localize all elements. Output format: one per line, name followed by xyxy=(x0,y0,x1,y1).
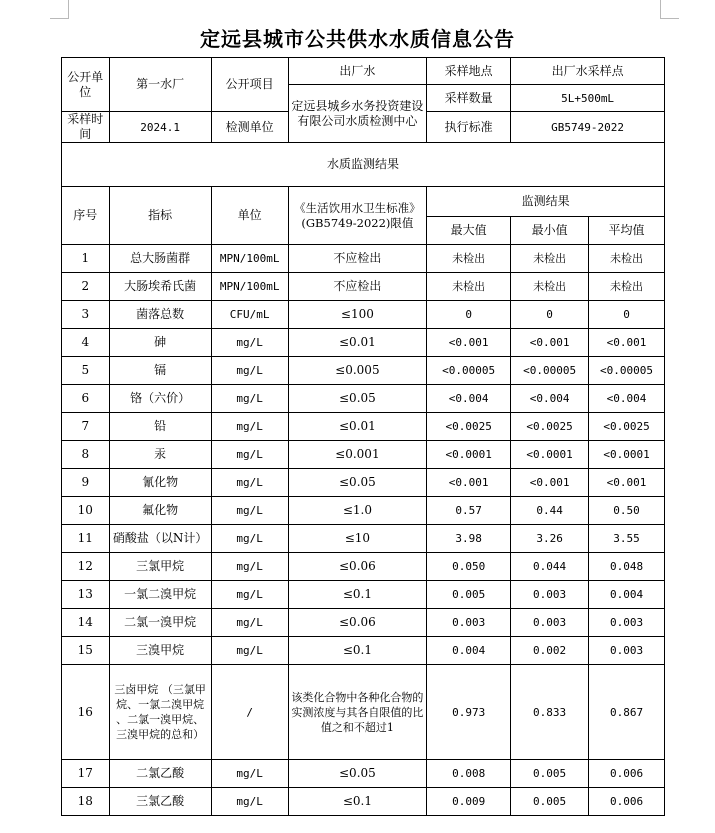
cell-min: 0.003 xyxy=(511,609,589,637)
cell-unit: mg/L xyxy=(211,525,288,553)
section-row xyxy=(62,143,665,187)
table-row xyxy=(62,665,665,760)
cell-avg: 0.867 xyxy=(589,665,665,760)
cell-unit: mg/L xyxy=(211,469,288,497)
table-row xyxy=(62,553,665,581)
cell-indicator: 一氯二溴甲烷 xyxy=(109,581,211,609)
test-unit-value: 定远县城乡水务投资建设有限公司水质检测中心 xyxy=(288,85,427,143)
cell-indicator: 氟化物 xyxy=(109,497,211,525)
sample-qty-value: 5L+500mL xyxy=(511,85,665,112)
table-row xyxy=(62,413,665,441)
cell-limit: ≤0.1 xyxy=(288,581,427,609)
cell-min: <0.001 xyxy=(511,469,589,497)
cell-max: 0 xyxy=(427,301,511,329)
cell-min: 0.003 xyxy=(511,581,589,609)
table-row xyxy=(62,760,665,788)
table-row xyxy=(62,245,665,273)
cell-unit: mg/L xyxy=(211,413,288,441)
cell-min: 0.833 xyxy=(511,665,589,760)
header-row xyxy=(62,58,665,85)
page-corner-mark xyxy=(660,0,679,19)
cell-min: <0.0025 xyxy=(511,413,589,441)
cell-no: 11 xyxy=(62,525,110,553)
cell-min: 0.005 xyxy=(511,788,589,816)
cell-avg: <0.0001 xyxy=(589,441,665,469)
column-header-row xyxy=(62,187,665,217)
cell-limit: 不应检出 xyxy=(288,273,427,301)
cell-indicator: 三溴甲烷 xyxy=(109,637,211,665)
cell-max: 未检出 xyxy=(427,273,511,301)
cell-min: <0.001 xyxy=(511,329,589,357)
cell-min: 0.044 xyxy=(511,553,589,581)
cell-max: 0.008 xyxy=(427,760,511,788)
cell-limit: ≤0.1 xyxy=(288,637,427,665)
cell-limit: ≤0.05 xyxy=(288,385,427,413)
table-row xyxy=(62,273,665,301)
cell-min: 0.44 xyxy=(511,497,589,525)
disclose-item-label: 公开项目 xyxy=(211,58,288,112)
table-row xyxy=(62,788,665,816)
sample-time-value: 2024.1 xyxy=(109,112,211,143)
cell-avg: 0.006 xyxy=(589,760,665,788)
cell-avg: <0.0025 xyxy=(589,413,665,441)
col-limit: 《生活饮用水卫生标准》(GB5749-2022)限值 xyxy=(288,187,427,245)
cell-limit: ≤0.01 xyxy=(288,413,427,441)
cell-max: <0.0025 xyxy=(427,413,511,441)
cell-avg: 0 xyxy=(589,301,665,329)
cell-indicator: 二氯一溴甲烷 xyxy=(109,609,211,637)
cell-indicator: 砷 xyxy=(109,329,211,357)
cell-avg: 0.003 xyxy=(589,637,665,665)
col-unit: 单位 xyxy=(211,187,288,245)
sample-site-label: 采样地点 xyxy=(427,58,511,85)
cell-limit: ≤10 xyxy=(288,525,427,553)
cell-no: 15 xyxy=(62,637,110,665)
cell-no: 5 xyxy=(62,357,110,385)
cell-avg: 0.50 xyxy=(589,497,665,525)
cell-max: 0.003 xyxy=(427,609,511,637)
table-row xyxy=(62,385,665,413)
cell-limit: ≤0.1 xyxy=(288,788,427,816)
col-no: 序号 xyxy=(62,187,110,245)
cell-limit: ≤100 xyxy=(288,301,427,329)
cell-indicator: 铅 xyxy=(109,413,211,441)
cell-no: 13 xyxy=(62,581,110,609)
col-avg: 平均值 xyxy=(589,217,665,245)
cell-no: 10 xyxy=(62,497,110,525)
cell-indicator: 三卤甲烷 （三氯甲烷、一氯二溴甲烷 、二氯一溴甲烷、三溴甲烷的总和） xyxy=(109,665,211,760)
cell-indicator: 硝酸盐（以N计） xyxy=(109,525,211,553)
cell-min: 3.26 xyxy=(511,525,589,553)
cell-avg: 3.55 xyxy=(589,525,665,553)
cell-min: <0.004 xyxy=(511,385,589,413)
cell-no: 6 xyxy=(62,385,110,413)
cell-min: 0.002 xyxy=(511,637,589,665)
cell-unit: / xyxy=(211,665,288,760)
cell-max: 0.050 xyxy=(427,553,511,581)
cell-min: 未检出 xyxy=(511,273,589,301)
cell-indicator: 大肠埃希氏菌 xyxy=(109,273,211,301)
water-quality-table xyxy=(61,57,665,816)
cell-limit: 该类化合物中各种化合物的实测浓度与其各自限值的比值之和不超过1 xyxy=(288,665,427,760)
page-title: 定远县城市公共供水水质信息公告 xyxy=(200,27,515,51)
cell-indicator: 菌落总数 xyxy=(109,301,211,329)
cell-limit: ≤0.005 xyxy=(288,357,427,385)
table-row xyxy=(62,329,665,357)
cell-max: 0.973 xyxy=(427,665,511,760)
disclose-item-value: 出厂水 xyxy=(288,58,427,85)
cell-no: 12 xyxy=(62,553,110,581)
cell-avg: 0.004 xyxy=(589,581,665,609)
cell-unit: mg/L xyxy=(211,385,288,413)
cell-indicator: 汞 xyxy=(109,441,211,469)
cell-no: 1 xyxy=(62,245,110,273)
cell-limit: ≤0.05 xyxy=(288,469,427,497)
cell-max: 0.57 xyxy=(427,497,511,525)
col-results: 监测结果 xyxy=(427,187,665,217)
cell-indicator: 三氯乙酸 xyxy=(109,788,211,816)
cell-max: <0.00005 xyxy=(427,357,511,385)
cell-limit: ≤0.05 xyxy=(288,760,427,788)
standard-label: 执行标准 xyxy=(427,112,511,143)
sample-qty-label: 采样数量 xyxy=(427,85,511,112)
cell-unit: mg/L xyxy=(211,553,288,581)
cell-avg: 未检出 xyxy=(589,245,665,273)
table-row xyxy=(62,441,665,469)
cell-indicator: 铬（六价） xyxy=(109,385,211,413)
cell-unit: MPN/100mL xyxy=(211,245,288,273)
cell-avg: <0.00005 xyxy=(589,357,665,385)
cell-avg: <0.001 xyxy=(589,469,665,497)
table-row xyxy=(62,497,665,525)
cell-no: 16 xyxy=(62,665,110,760)
cell-unit: mg/L xyxy=(211,441,288,469)
cell-unit: CFU/mL xyxy=(211,301,288,329)
cell-unit: mg/L xyxy=(211,788,288,816)
table-row xyxy=(62,357,665,385)
table-row xyxy=(62,581,665,609)
cell-limit: ≤0.001 xyxy=(288,441,427,469)
cell-unit: mg/L xyxy=(211,329,288,357)
test-unit-label: 检测单位 xyxy=(211,112,288,143)
col-indicator: 指标 xyxy=(109,187,211,245)
cell-unit: mg/L xyxy=(211,637,288,665)
page-corner-mark xyxy=(50,0,69,19)
cell-avg: <0.004 xyxy=(589,385,665,413)
cell-avg: 未检出 xyxy=(589,273,665,301)
data-rows xyxy=(62,245,665,816)
cell-no: 3 xyxy=(62,301,110,329)
cell-min: 0 xyxy=(511,301,589,329)
cell-no: 9 xyxy=(62,469,110,497)
col-min: 最小值 xyxy=(511,217,589,245)
sample-time-label: 采样时间 xyxy=(62,112,110,143)
cell-limit: 不应检出 xyxy=(288,245,427,273)
cell-unit: MPN/100mL xyxy=(211,273,288,301)
cell-max: <0.004 xyxy=(427,385,511,413)
cell-avg: 0.048 xyxy=(589,553,665,581)
sample-site-value: 出厂水采样点 xyxy=(511,58,665,85)
cell-avg: 0.006 xyxy=(589,788,665,816)
cell-no: 2 xyxy=(62,273,110,301)
cell-unit: mg/L xyxy=(211,497,288,525)
cell-avg: 0.003 xyxy=(589,609,665,637)
cell-unit: mg/L xyxy=(211,581,288,609)
cell-unit: mg/L xyxy=(211,609,288,637)
cell-no: 14 xyxy=(62,609,110,637)
cell-min: 未检出 xyxy=(511,245,589,273)
cell-no: 4 xyxy=(62,329,110,357)
standard-value: GB5749-2022 xyxy=(511,112,665,143)
cell-limit: ≤0.06 xyxy=(288,553,427,581)
cell-max: <0.0001 xyxy=(427,441,511,469)
cell-no: 8 xyxy=(62,441,110,469)
cell-avg: <0.001 xyxy=(589,329,665,357)
cell-max: <0.001 xyxy=(427,329,511,357)
disclose-unit-value: 第一水厂 xyxy=(109,58,211,112)
cell-no: 18 xyxy=(62,788,110,816)
table-row xyxy=(62,525,665,553)
cell-min: <0.0001 xyxy=(511,441,589,469)
cell-max: 0.005 xyxy=(427,581,511,609)
col-max: 最大值 xyxy=(427,217,511,245)
cell-unit: mg/L xyxy=(211,760,288,788)
cell-indicator: 镉 xyxy=(109,357,211,385)
cell-limit: ≤0.01 xyxy=(288,329,427,357)
table-row xyxy=(62,301,665,329)
cell-indicator: 总大肠菌群 xyxy=(109,245,211,273)
cell-max: 3.98 xyxy=(427,525,511,553)
cell-max: <0.001 xyxy=(427,469,511,497)
cell-limit: ≤1.0 xyxy=(288,497,427,525)
cell-min: 0.005 xyxy=(511,760,589,788)
cell-indicator: 氰化物 xyxy=(109,469,211,497)
cell-max: 未检出 xyxy=(427,245,511,273)
cell-indicator: 二氯乙酸 xyxy=(109,760,211,788)
cell-no: 17 xyxy=(62,760,110,788)
table-row xyxy=(62,637,665,665)
cell-limit: ≤0.06 xyxy=(288,609,427,637)
cell-max: 0.009 xyxy=(427,788,511,816)
disclose-unit-label: 公开单位 xyxy=(62,58,110,112)
cell-unit: mg/L xyxy=(211,357,288,385)
table-row xyxy=(62,469,665,497)
section-title: 水质监测结果 xyxy=(62,143,665,187)
cell-no: 7 xyxy=(62,413,110,441)
cell-max: 0.004 xyxy=(427,637,511,665)
cell-indicator: 三氯甲烷 xyxy=(109,553,211,581)
cell-min: <0.00005 xyxy=(511,357,589,385)
table-row xyxy=(62,609,665,637)
